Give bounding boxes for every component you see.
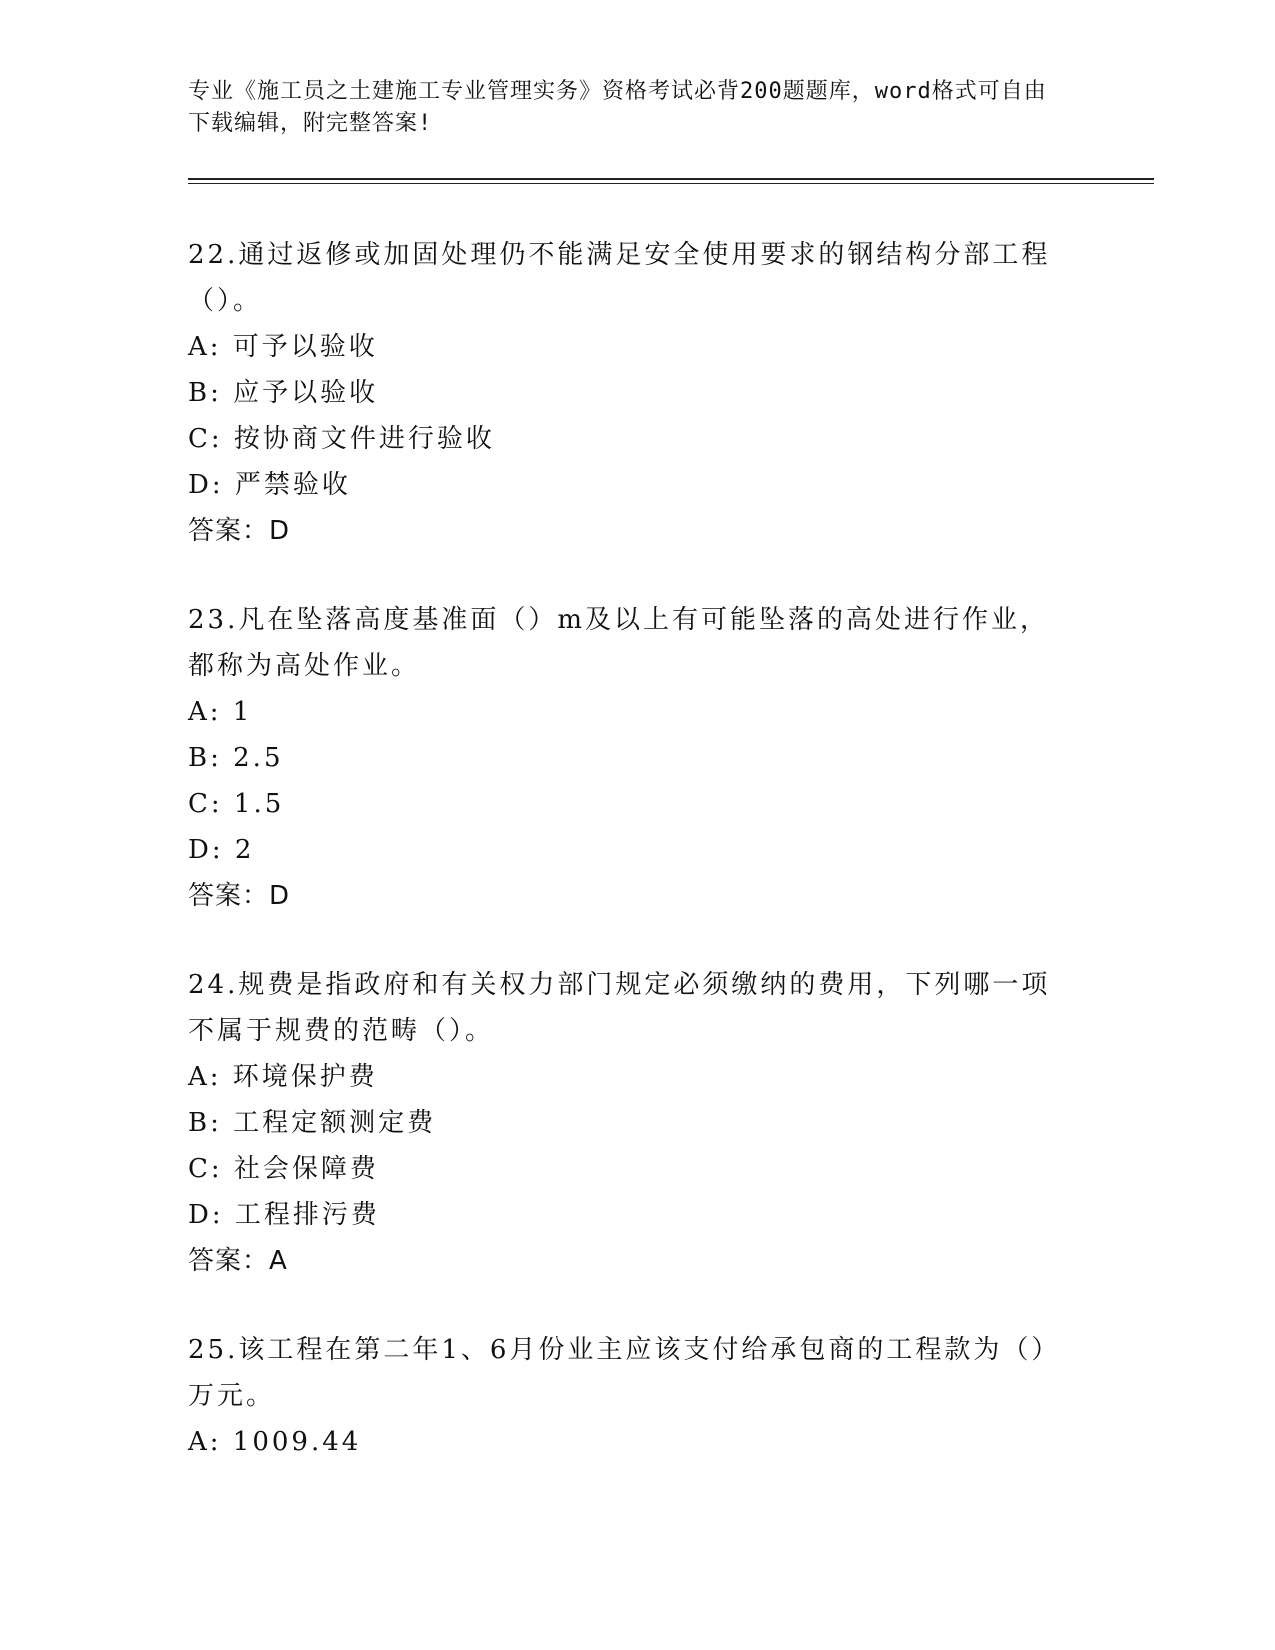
question-23 bbox=[188, 597, 1068, 919]
document-header: 专业《施工员之土建施工专业管理实务》资格考试必背200题题库，word格式可自由下载编辑，附完整答案! bbox=[188, 79, 1047, 136]
option-b: B: 2.5 bbox=[188, 743, 284, 773]
answer-label: 答案：D bbox=[188, 881, 291, 911]
answer-label: 答案：A bbox=[188, 1246, 288, 1276]
question-22 bbox=[188, 232, 1068, 554]
option-d: D: 工程排污费 bbox=[188, 1200, 380, 1230]
option-c: C: 1.5 bbox=[188, 789, 285, 819]
option-c: C: 社会保障费 bbox=[188, 1154, 379, 1184]
question-24 bbox=[188, 962, 1068, 1284]
question-stem: 24.规费是指政府和有关权力部门规定必须缴纳的费用，下列哪一项不属于规费的范畴（）。 bbox=[188, 970, 1051, 1046]
option-b: B: 应予以验收 bbox=[188, 378, 379, 408]
option-a: A: 环境保护费 bbox=[188, 1062, 378, 1092]
option-d: D: 严禁验收 bbox=[188, 470, 351, 500]
option-a: A: 1 bbox=[188, 697, 253, 727]
question-stem: 23.凡在坠落高度基准面（）m及以上有可能坠落的高处进行作业，都称为高处作业。 bbox=[188, 605, 1050, 681]
header-divider-thin bbox=[188, 183, 1154, 184]
option-d: D: 2 bbox=[188, 835, 255, 865]
question-stem: 25.该工程在第二年1、6月份业主应该支付给承包商的工程款为（）万元。 bbox=[188, 1335, 1061, 1411]
question-25 bbox=[188, 1327, 1068, 1465]
question-stem: 22.通过返修或加固处理仍不能满足安全使用要求的钢结构分部工程（）。 bbox=[188, 240, 1051, 316]
answer-label: 答案：D bbox=[188, 516, 291, 546]
option-c: C: 按协商文件进行验收 bbox=[188, 424, 495, 454]
option-b: B: 工程定额测定费 bbox=[188, 1108, 437, 1138]
option-a: A: 1009.44 bbox=[188, 1427, 362, 1457]
header-divider-thick bbox=[188, 178, 1154, 180]
option-a: A: 可予以验收 bbox=[188, 332, 378, 362]
